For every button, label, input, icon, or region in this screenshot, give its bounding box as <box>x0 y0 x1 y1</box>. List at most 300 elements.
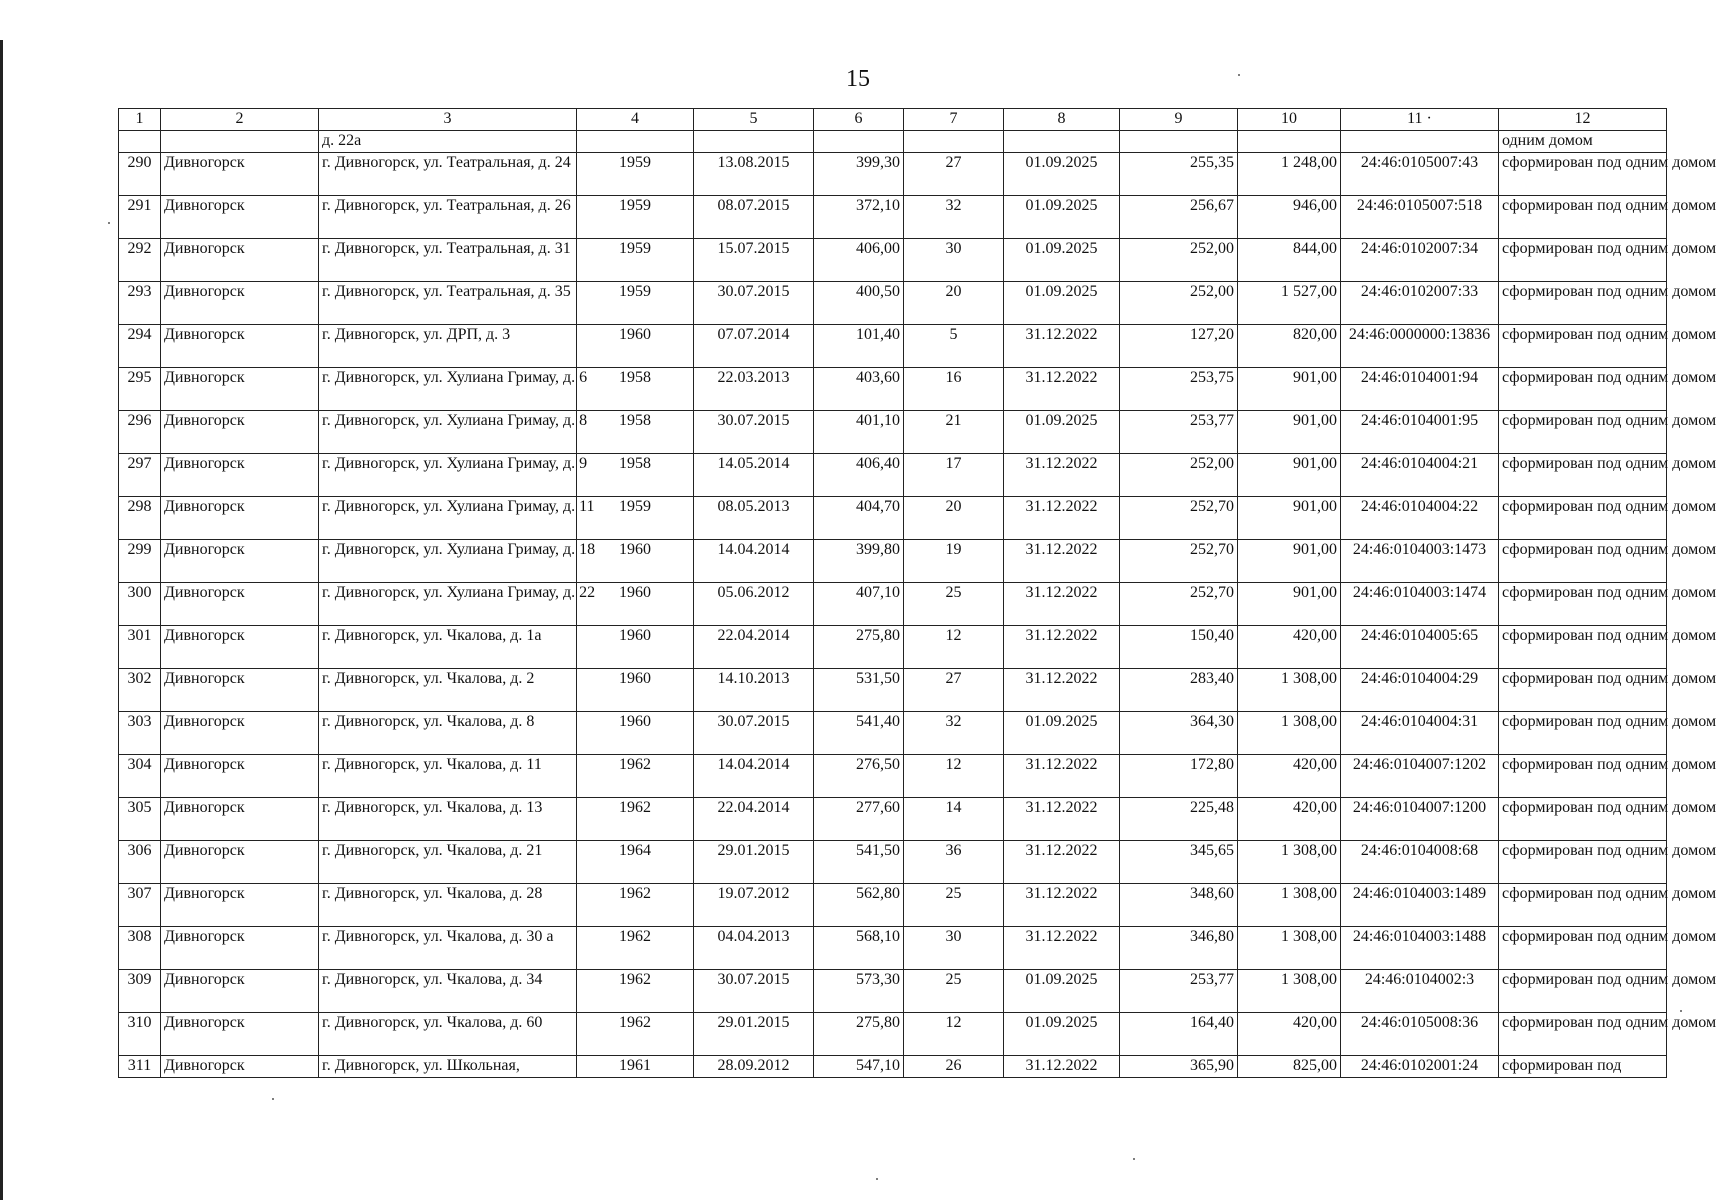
municipality-cell: Дивногорск <box>161 497 319 540</box>
municipality-cell: Дивногорск <box>161 970 319 1013</box>
survey-date-cell: 30.07.2015 <box>694 712 814 755</box>
row-number-cell: 293 <box>119 282 161 325</box>
cadastral-area-cell: 901,00 <box>1238 540 1341 583</box>
year-built-cell: 1959 <box>577 282 694 325</box>
row-number-cell: 309 <box>119 970 161 1013</box>
cadastral-number-cell: 24:46:0105007:518 <box>1341 196 1499 239</box>
land-area-cell: 253,77 <box>1120 411 1238 454</box>
scan-speck <box>1680 1010 1682 1012</box>
cadastral-area-cell: 420,00 <box>1238 755 1341 798</box>
year-built-cell: 1960 <box>577 626 694 669</box>
land-status-cell: сформирован под одним домом <box>1499 712 1667 755</box>
row-number-cell: 300 <box>119 583 161 626</box>
cadastral-number-cell: 24:46:0104002:3 <box>1341 970 1499 1013</box>
address-cell: г. Дивногорск, ул. Хулиана Гримау, д. 9 <box>319 454 577 497</box>
address-cell: г. Дивногорск, ул. Театральная, д. 35 <box>319 282 577 325</box>
land-status-cell: сформирован под одним домом <box>1499 884 1667 927</box>
continuation-row <box>119 131 1667 153</box>
address-cell: г. Дивногорск, ул. Чкалова, д. 11 <box>319 755 577 798</box>
cadastral-number-cell: 24:46:0105008:36 <box>1341 1013 1499 1056</box>
residents-cell: 5 <box>904 325 1004 368</box>
table-row <box>119 798 1667 841</box>
cadastral-area-cell: 844,00 <box>1238 239 1341 282</box>
municipality-cell: Дивногорск <box>161 454 319 497</box>
land-area-cell: 252,00 <box>1120 239 1238 282</box>
area-cell: 406,40 <box>814 454 904 497</box>
area-cell: 275,80 <box>814 626 904 669</box>
residents-cell: 25 <box>904 970 1004 1013</box>
land-status-cell: сформирован под одним домом <box>1499 454 1667 497</box>
survey-date-cell: 08.07.2015 <box>694 196 814 239</box>
table-row <box>119 368 1667 411</box>
residents-cell: 27 <box>904 153 1004 196</box>
land-area-cell: 252,70 <box>1120 497 1238 540</box>
municipality-cell: Дивногорск <box>161 411 319 454</box>
area-cell: 562,80 <box>814 884 904 927</box>
table-row <box>119 669 1667 712</box>
table-row <box>119 970 1667 1013</box>
table-row <box>119 239 1667 282</box>
year-built-cell: 1960 <box>577 712 694 755</box>
page-left-edge <box>0 40 3 1200</box>
cadastral-number-cell: 24:46:0104001:94 <box>1341 368 1499 411</box>
row-number-cell: 298 <box>119 497 161 540</box>
residents-cell: 30 <box>904 239 1004 282</box>
column-header-9: 9 <box>1120 109 1238 131</box>
land-area-cell: 252,70 <box>1120 540 1238 583</box>
row-number-cell: 294 <box>119 325 161 368</box>
land-status-cell: сформирован под одним домом <box>1499 1013 1667 1056</box>
area-cell: 568,10 <box>814 927 904 970</box>
deadline-date-cell: 01.09.2025 <box>1004 196 1120 239</box>
land-status-cell: сформирован под <box>1499 1056 1667 1078</box>
address-cell: г. Дивногорск, ул. Театральная, д. 26 <box>319 196 577 239</box>
land-status-cell: сформирован под одним домом <box>1499 540 1667 583</box>
area-cell: 101,40 <box>814 325 904 368</box>
residents-cell: 17 <box>904 454 1004 497</box>
municipality-cell: Дивногорск <box>161 884 319 927</box>
cadastral-number-cell: 24:46:0102001:24 <box>1341 1056 1499 1078</box>
row-number-cell: 305 <box>119 798 161 841</box>
cadastral-area-cell: 1 308,00 <box>1238 970 1341 1013</box>
row-number-cell: 299 <box>119 540 161 583</box>
land-area-cell: 164,40 <box>1120 1013 1238 1056</box>
deadline-date-cell: 01.09.2025 <box>1004 970 1120 1013</box>
survey-date-cell: 08.05.2013 <box>694 497 814 540</box>
year-built-cell: 1959 <box>577 239 694 282</box>
survey-date-cell: 29.01.2015 <box>694 841 814 884</box>
address-cell: г. Дивногорск, ул. Чкалова, д. 28 <box>319 884 577 927</box>
scan-speck <box>1238 74 1240 76</box>
row-number-cell: 291 <box>119 196 161 239</box>
deadline-date-cell: 31.12.2022 <box>1004 540 1120 583</box>
cadastral-area-cell: 1 308,00 <box>1238 841 1341 884</box>
deadline-date-cell: 31.12.2022 <box>1004 669 1120 712</box>
land-area-cell: 252,00 <box>1120 282 1238 325</box>
residents-cell: 16 <box>904 368 1004 411</box>
row-number-cell: 295 <box>119 368 161 411</box>
cadastral-number-cell: 24:46:0104003:1488 <box>1341 927 1499 970</box>
survey-date-cell: 14.10.2013 <box>694 669 814 712</box>
cadastral-number-cell: 24:46:0104004:21 <box>1341 454 1499 497</box>
survey-date-cell: 14.05.2014 <box>694 454 814 497</box>
municipality-cell: Дивногорск <box>161 368 319 411</box>
area-cell: 404,70 <box>814 497 904 540</box>
row-number-cell: 310 <box>119 1013 161 1056</box>
column-header-4: 4 <box>577 109 694 131</box>
residents-cell: 36 <box>904 841 1004 884</box>
area-cell: 531,50 <box>814 669 904 712</box>
table-row <box>119 712 1667 755</box>
area-cell: 541,40 <box>814 712 904 755</box>
scan-speck <box>272 1098 274 1100</box>
address-cell: г. Дивногорск, ул. Хулиана Гримау, д. 22 <box>319 583 577 626</box>
area-cell: 541,50 <box>814 841 904 884</box>
year-built-cell: 1960 <box>577 583 694 626</box>
table-row <box>119 1013 1667 1056</box>
row-number-cell: 311 <box>119 1056 161 1078</box>
cadastral-number-cell: 24:46:0102007:34 <box>1341 239 1499 282</box>
area-cell: 399,80 <box>814 540 904 583</box>
column-header-2: 2 <box>161 109 319 131</box>
survey-date-cell: 07.07.2014 <box>694 325 814 368</box>
municipality-cell: Дивногорск <box>161 755 319 798</box>
survey-date-cell: 30.07.2015 <box>694 411 814 454</box>
year-built-cell: 1958 <box>577 454 694 497</box>
land-status-cell: сформирован под одним домом <box>1499 239 1667 282</box>
land-area-cell: 253,77 <box>1120 970 1238 1013</box>
land-area-cell: 127,20 <box>1120 325 1238 368</box>
cadastral-number-cell: 24:46:0104007:1202 <box>1341 755 1499 798</box>
residents-cell: 20 <box>904 497 1004 540</box>
land-status-cell: сформирован под одним домом <box>1499 626 1667 669</box>
land-status-cell: сформирован под одним домом <box>1499 669 1667 712</box>
table-row <box>119 540 1667 583</box>
deadline-date-cell: 31.12.2022 <box>1004 626 1120 669</box>
row-number-cell: 301 <box>119 626 161 669</box>
deadline-date-cell: 31.12.2022 <box>1004 497 1120 540</box>
deadline-date-cell: 31.12.2022 <box>1004 325 1120 368</box>
deadline-date-cell: 01.09.2025 <box>1004 712 1120 755</box>
residents-cell: 20 <box>904 282 1004 325</box>
scan-speck <box>1133 1158 1135 1160</box>
cadastral-number-cell: 24:46:0104004:31 <box>1341 712 1499 755</box>
survey-date-cell: 19.07.2012 <box>694 884 814 927</box>
column-header-1: 1 <box>119 109 161 131</box>
address-cell: г. Дивногорск, ул. Чкалова, д. 60 <box>319 1013 577 1056</box>
land-status-cell: сформирован под одним домом <box>1499 282 1667 325</box>
deadline-date-cell: 31.12.2022 <box>1004 884 1120 927</box>
cadastral-number-cell: 24:46:0000000:13836 <box>1341 325 1499 368</box>
survey-date-cell: 04.04.2013 <box>694 927 814 970</box>
municipality-cell: Дивногорск <box>161 626 319 669</box>
area-cell: 406,00 <box>814 239 904 282</box>
row-number-cell: 297 <box>119 454 161 497</box>
residents-cell: 25 <box>904 884 1004 927</box>
survey-date-cell: 28.09.2012 <box>694 1056 814 1078</box>
address-cell: г. Дивногорск, ул. Чкалова, д. 34 <box>319 970 577 1013</box>
deadline-date-cell: 31.12.2022 <box>1004 798 1120 841</box>
area-cell: 547,10 <box>814 1056 904 1078</box>
table-row <box>119 884 1667 927</box>
residents-cell: 32 <box>904 196 1004 239</box>
municipality-cell: Дивногорск <box>161 196 319 239</box>
cadastral-area-cell: 1 527,00 <box>1238 282 1341 325</box>
land-area-cell: 348,60 <box>1120 884 1238 927</box>
cadastral-number-cell: 24:46:0104007:1200 <box>1341 798 1499 841</box>
row-number-cell: 296 <box>119 411 161 454</box>
cadastral-area-cell: 901,00 <box>1238 454 1341 497</box>
area-cell: 407,10 <box>814 583 904 626</box>
area-cell: 277,60 <box>814 798 904 841</box>
housing-registry-table <box>118 108 1716 1078</box>
table-row <box>119 841 1667 884</box>
land-area-cell: 172,80 <box>1120 755 1238 798</box>
cadastral-area-cell: 420,00 <box>1238 1013 1341 1056</box>
deadline-date-cell: 01.09.2025 <box>1004 411 1120 454</box>
deadline-date-cell: 31.12.2022 <box>1004 927 1120 970</box>
cadastral-area-cell: 901,00 <box>1238 368 1341 411</box>
municipality-cell: Дивногорск <box>161 669 319 712</box>
address-cell: г. Дивногорск, ул. Хулиана Гримау, д. 11 <box>319 497 577 540</box>
land-area-cell: 256,67 <box>1120 196 1238 239</box>
header-row <box>119 109 1667 131</box>
column-header-11: 11 · <box>1341 109 1499 131</box>
residents-cell: 12 <box>904 626 1004 669</box>
cadastral-number-cell: 24:46:0105007:43 <box>1341 153 1499 196</box>
address-cell: г. Дивногорск, ул. Театральная, д. 31 <box>319 239 577 282</box>
residents-cell: 19 <box>904 540 1004 583</box>
cadastral-number-cell: 24:46:0104001:95 <box>1341 411 1499 454</box>
table-row <box>119 454 1667 497</box>
municipality-cell: Дивногорск <box>161 841 319 884</box>
municipality-cell: Дивногорск <box>161 1056 319 1078</box>
address-cell: г. Дивногорск, ул. Театральная, д. 24 <box>319 153 577 196</box>
column-header-3: 3 <box>319 109 577 131</box>
land-status-cell: сформирован под одним домом <box>1499 497 1667 540</box>
survey-date-cell: 22.04.2014 <box>694 798 814 841</box>
survey-date-cell: 30.07.2015 <box>694 970 814 1013</box>
municipality-cell: Дивногорск <box>161 282 319 325</box>
table-row <box>119 927 1667 970</box>
land-area-cell: 364,30 <box>1120 712 1238 755</box>
land-status-cell: сформирован под одним домом <box>1499 927 1667 970</box>
row-number-cell: 304 <box>119 755 161 798</box>
year-built-cell: 1959 <box>577 153 694 196</box>
cadastral-area-cell: 1 308,00 <box>1238 884 1341 927</box>
year-built-cell: 1959 <box>577 497 694 540</box>
year-built-cell: 1958 <box>577 411 694 454</box>
land-status-cell: сформирован под одним домом <box>1499 196 1667 239</box>
municipality-cell: Дивногорск <box>161 153 319 196</box>
cadastral-area-cell: 1 308,00 <box>1238 669 1341 712</box>
municipality-cell: Дивногорск <box>161 583 319 626</box>
table-header <box>119 109 1667 131</box>
address-cell: г. Дивногорск, ул. Чкалова, д. 2 <box>319 669 577 712</box>
deadline-date-cell: 31.12.2022 <box>1004 454 1120 497</box>
land-area-cell: 345,65 <box>1120 841 1238 884</box>
residents-cell: 26 <box>904 1056 1004 1078</box>
row-number-cell: 308 <box>119 927 161 970</box>
cadastral-number-cell: 24:46:0104005:65 <box>1341 626 1499 669</box>
land-status-cell: сформирован под одним домом <box>1499 325 1667 368</box>
year-built-cell: 1962 <box>577 798 694 841</box>
survey-date-cell: 22.04.2014 <box>694 626 814 669</box>
cadastral-area-cell: 1 308,00 <box>1238 712 1341 755</box>
land-status-cell: сформирован под одним домом <box>1499 583 1667 626</box>
survey-date-cell: 14.04.2014 <box>694 540 814 583</box>
cadastral-number-cell: 24:46:0102007:33 <box>1341 282 1499 325</box>
cadastral-area-cell: 420,00 <box>1238 798 1341 841</box>
table-row <box>119 153 1667 196</box>
row-number-cell: 307 <box>119 884 161 927</box>
land-area-cell: 150,40 <box>1120 626 1238 669</box>
table-row <box>119 282 1667 325</box>
residents-cell: 25 <box>904 583 1004 626</box>
address-cell: г. Дивногорск, ул. Школьная, <box>319 1056 577 1078</box>
land-status-cell: сформирован под одним домом <box>1499 970 1667 1013</box>
cadastral-area-cell: 820,00 <box>1238 325 1341 368</box>
row-number-cell: 303 <box>119 712 161 755</box>
table-row <box>119 411 1667 454</box>
cadastral-area-cell: 901,00 <box>1238 583 1341 626</box>
municipality-cell: Дивногорск <box>161 1013 319 1056</box>
land-status-cell: сформирован под одним домом <box>1499 798 1667 841</box>
cadastral-area-cell: 825,00 <box>1238 1056 1341 1078</box>
column-header-6: 6 <box>814 109 904 131</box>
scan-speck <box>108 222 110 224</box>
land-area-cell: 252,00 <box>1120 454 1238 497</box>
address-cell: г. Дивногорск, ул. Хулиана Гримау, д. 8 <box>319 411 577 454</box>
residents-cell: 12 <box>904 755 1004 798</box>
survey-date-cell: 14.04.2014 <box>694 755 814 798</box>
cadastral-number-cell: 24:46:0104008:68 <box>1341 841 1499 884</box>
table-row <box>119 626 1667 669</box>
year-built-cell: 1962 <box>577 970 694 1013</box>
column-header-10: 10 <box>1238 109 1341 131</box>
survey-date-cell: 15.07.2015 <box>694 239 814 282</box>
survey-date-cell: 29.01.2015 <box>694 1013 814 1056</box>
land-area-cell: 255,35 <box>1120 153 1238 196</box>
row-number-cell: 302 <box>119 669 161 712</box>
land-status-cell: сформирован под одним домом <box>1499 841 1667 884</box>
table-row <box>119 583 1667 626</box>
deadline-date-cell: 31.12.2022 <box>1004 755 1120 798</box>
address-cell: г. Дивногорск, ул. Чкалова, д. 8 <box>319 712 577 755</box>
land-area-cell: 365,90 <box>1120 1056 1238 1078</box>
survey-date-cell: 22.03.2013 <box>694 368 814 411</box>
deadline-date-cell: 31.12.2022 <box>1004 583 1120 626</box>
column-header-8: 8 <box>1004 109 1120 131</box>
land-area-cell: 252,70 <box>1120 583 1238 626</box>
address-cell: г. Дивногорск, ул. Хулиана Гримау, д. 18 <box>319 540 577 583</box>
year-built-cell: 1958 <box>577 368 694 411</box>
status-tail: одним домом <box>1499 131 1667 153</box>
land-status-cell: сформирован под одним домом <box>1499 755 1667 798</box>
residents-cell: 30 <box>904 927 1004 970</box>
deadline-date-cell: 31.12.2022 <box>1004 1056 1120 1078</box>
year-built-cell: 1964 <box>577 841 694 884</box>
municipality-cell: Дивногорск <box>161 239 319 282</box>
row-number-cell: 292 <box>119 239 161 282</box>
municipality-cell: Дивногорск <box>161 798 319 841</box>
year-built-cell: 1960 <box>577 325 694 368</box>
column-header-7: 7 <box>904 109 1004 131</box>
deadline-date-cell: 01.09.2025 <box>1004 1013 1120 1056</box>
area-cell: 276,50 <box>814 755 904 798</box>
area-cell: 275,80 <box>814 1013 904 1056</box>
row-number-cell: 306 <box>119 841 161 884</box>
table-body <box>119 131 1716 1078</box>
year-built-cell: 1960 <box>577 540 694 583</box>
land-area-cell: 283,40 <box>1120 669 1238 712</box>
table-row <box>119 325 1667 368</box>
deadline-date-cell: 31.12.2022 <box>1004 841 1120 884</box>
land-area-cell: 225,48 <box>1120 798 1238 841</box>
cadastral-number-cell: 24:46:0104003:1489 <box>1341 884 1499 927</box>
cadastral-area-cell: 901,00 <box>1238 411 1341 454</box>
year-built-cell: 1962 <box>577 755 694 798</box>
table-row <box>119 755 1667 798</box>
survey-date-cell: 13.08.2015 <box>694 153 814 196</box>
area-cell: 399,30 <box>814 153 904 196</box>
column-header-5: 5 <box>694 109 814 131</box>
deadline-date-cell: 01.09.2025 <box>1004 239 1120 282</box>
area-cell: 401,10 <box>814 411 904 454</box>
cadastral-area-cell: 1 308,00 <box>1238 927 1341 970</box>
year-built-cell: 1962 <box>577 1013 694 1056</box>
survey-date-cell: 05.06.2012 <box>694 583 814 626</box>
area-cell: 372,10 <box>814 196 904 239</box>
land-status-cell: сформирован под одним домом <box>1499 153 1667 196</box>
land-area-cell: 346,80 <box>1120 927 1238 970</box>
address-cell: г. Дивногорск, ул. Чкалова, д. 13 <box>319 798 577 841</box>
cadastral-number-cell: 24:46:0104004:22 <box>1341 497 1499 540</box>
land-area-cell: 253,75 <box>1120 368 1238 411</box>
year-built-cell: 1962 <box>577 884 694 927</box>
table-row <box>119 1056 1667 1078</box>
area-cell: 403,60 <box>814 368 904 411</box>
municipality-cell: Дивногорск <box>161 927 319 970</box>
column-header-12: 12 <box>1499 109 1667 131</box>
area-cell: 573,30 <box>814 970 904 1013</box>
deadline-date-cell: 01.09.2025 <box>1004 282 1120 325</box>
table-row <box>119 196 1667 239</box>
address-cell: г. Дивногорск, ул. Чкалова, д. 21 <box>319 841 577 884</box>
cadastral-area-cell: 901,00 <box>1238 497 1341 540</box>
cadastral-area-cell: 420,00 <box>1238 626 1341 669</box>
residents-cell: 12 <box>904 1013 1004 1056</box>
deadline-date-cell: 01.09.2025 <box>1004 153 1120 196</box>
year-built-cell: 1962 <box>577 927 694 970</box>
cadastral-number-cell: 24:46:0104003:1474 <box>1341 583 1499 626</box>
page-number: 15 <box>846 66 870 92</box>
municipality-cell: Дивногорск <box>161 712 319 755</box>
municipality-cell: Дивногорск <box>161 540 319 583</box>
residents-cell: 27 <box>904 669 1004 712</box>
address-tail: д. 22а <box>319 131 577 153</box>
address-cell: г. Дивногорск, ул. ДРП, д. 3 <box>319 325 577 368</box>
residents-cell: 21 <box>904 411 1004 454</box>
residents-cell: 32 <box>904 712 1004 755</box>
cadastral-number-cell: 24:46:0104003:1473 <box>1341 540 1499 583</box>
year-built-cell: 1960 <box>577 669 694 712</box>
year-built-cell: 1961 <box>577 1056 694 1078</box>
scan-speck <box>876 1178 878 1180</box>
year-built-cell: 1959 <box>577 196 694 239</box>
address-cell: г. Дивногорск, ул. Чкалова, д. 30 а <box>319 927 577 970</box>
table-row <box>119 497 1667 540</box>
